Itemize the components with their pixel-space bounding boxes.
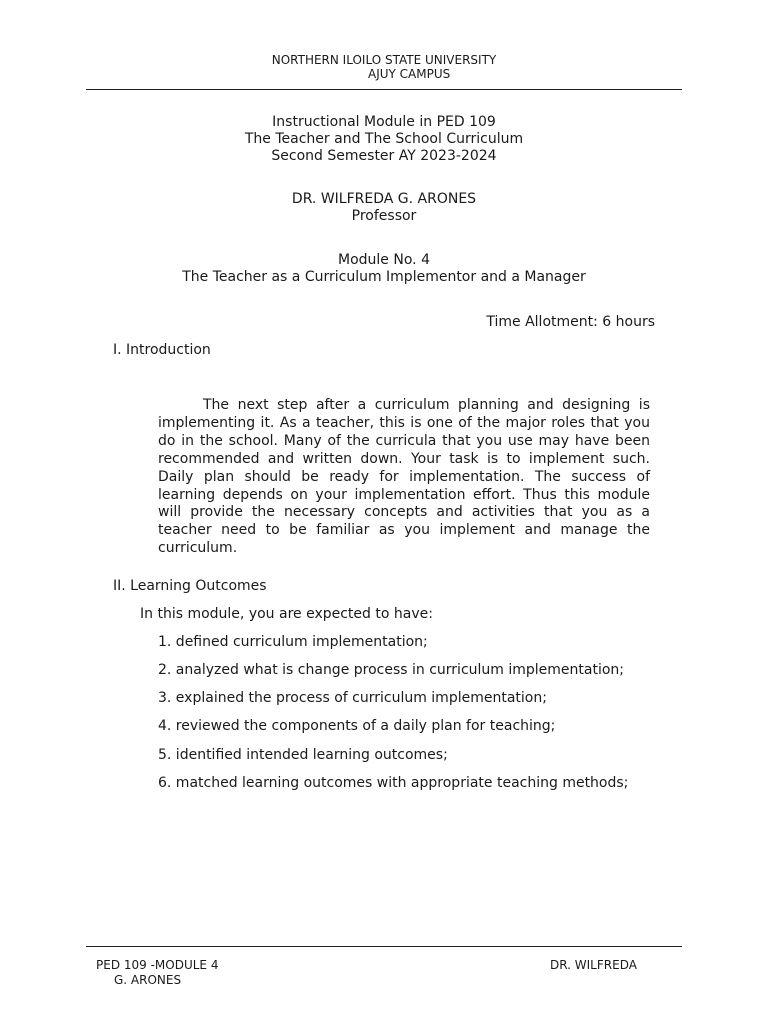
university-name: NORTHERN ILOILO STATE UNIVERSITY <box>271 53 497 67</box>
module-number: Module No. 4 <box>338 252 430 268</box>
time-allotment: Time Allotment: 6 hours <box>486 314 655 330</box>
introduction-heading: I. Introduction <box>113 342 211 358</box>
introduction-paragraph: The next step after a curriculum planning and designing is implementing it. As a teacher, this is one of the major roles that you do in the school. Many of the curricula that you use may have been recommended and written down. Your task is to implement such. Daily plan should be ready for implementation. The success of learning depends on your implementation effort. Thus this module will provide the necessary concepts and activities that you as a teacher need to be familiar as you implement and manage the curriculum. <box>158 397 650 557</box>
footer-author-first: DR. WILFREDA <box>550 958 637 972</box>
module-info-line-1: Instructional Module in PED 109 <box>272 114 496 130</box>
outcome-item-6: 6. matched learning outcomes with appropriate teaching methods; <box>158 775 629 791</box>
footer-divider <box>86 946 682 947</box>
author-name: DR. WILFREDA G. ARONES <box>291 191 477 207</box>
author-title: Professor <box>351 208 417 224</box>
module-info-line-2: The Teacher and The School Curriculum <box>244 131 524 147</box>
outcome-item-2: 2. analyzed what is change process in curriculum implementation; <box>158 662 625 678</box>
header-divider <box>86 89 682 90</box>
footer-course-module: PED 109 -MODULE 4 <box>96 958 219 972</box>
learning-outcomes-heading: II. Learning Outcomes <box>113 578 267 594</box>
outcome-item-1: 1. defined curriculum implementation; <box>158 634 428 650</box>
outcome-item-5: 5. identified intended learning outcomes; <box>158 747 448 763</box>
footer-author-last: G. ARONES <box>114 973 182 987</box>
module-title: The Teacher as a Curriculum Implementor and a Manager <box>182 269 586 285</box>
outcome-item-3: 3. explained the process of curriculum implementation; <box>158 690 547 706</box>
outcome-item-4: 4. reviewed the components of a daily plan for teaching; <box>158 718 556 734</box>
campus-name: AJUY CAMPUS <box>368 67 451 81</box>
module-info-line-3: Second Semester AY 2023-2024 <box>271 148 497 164</box>
learning-outcomes-lead: In this module, you are expected to have: <box>140 606 433 622</box>
